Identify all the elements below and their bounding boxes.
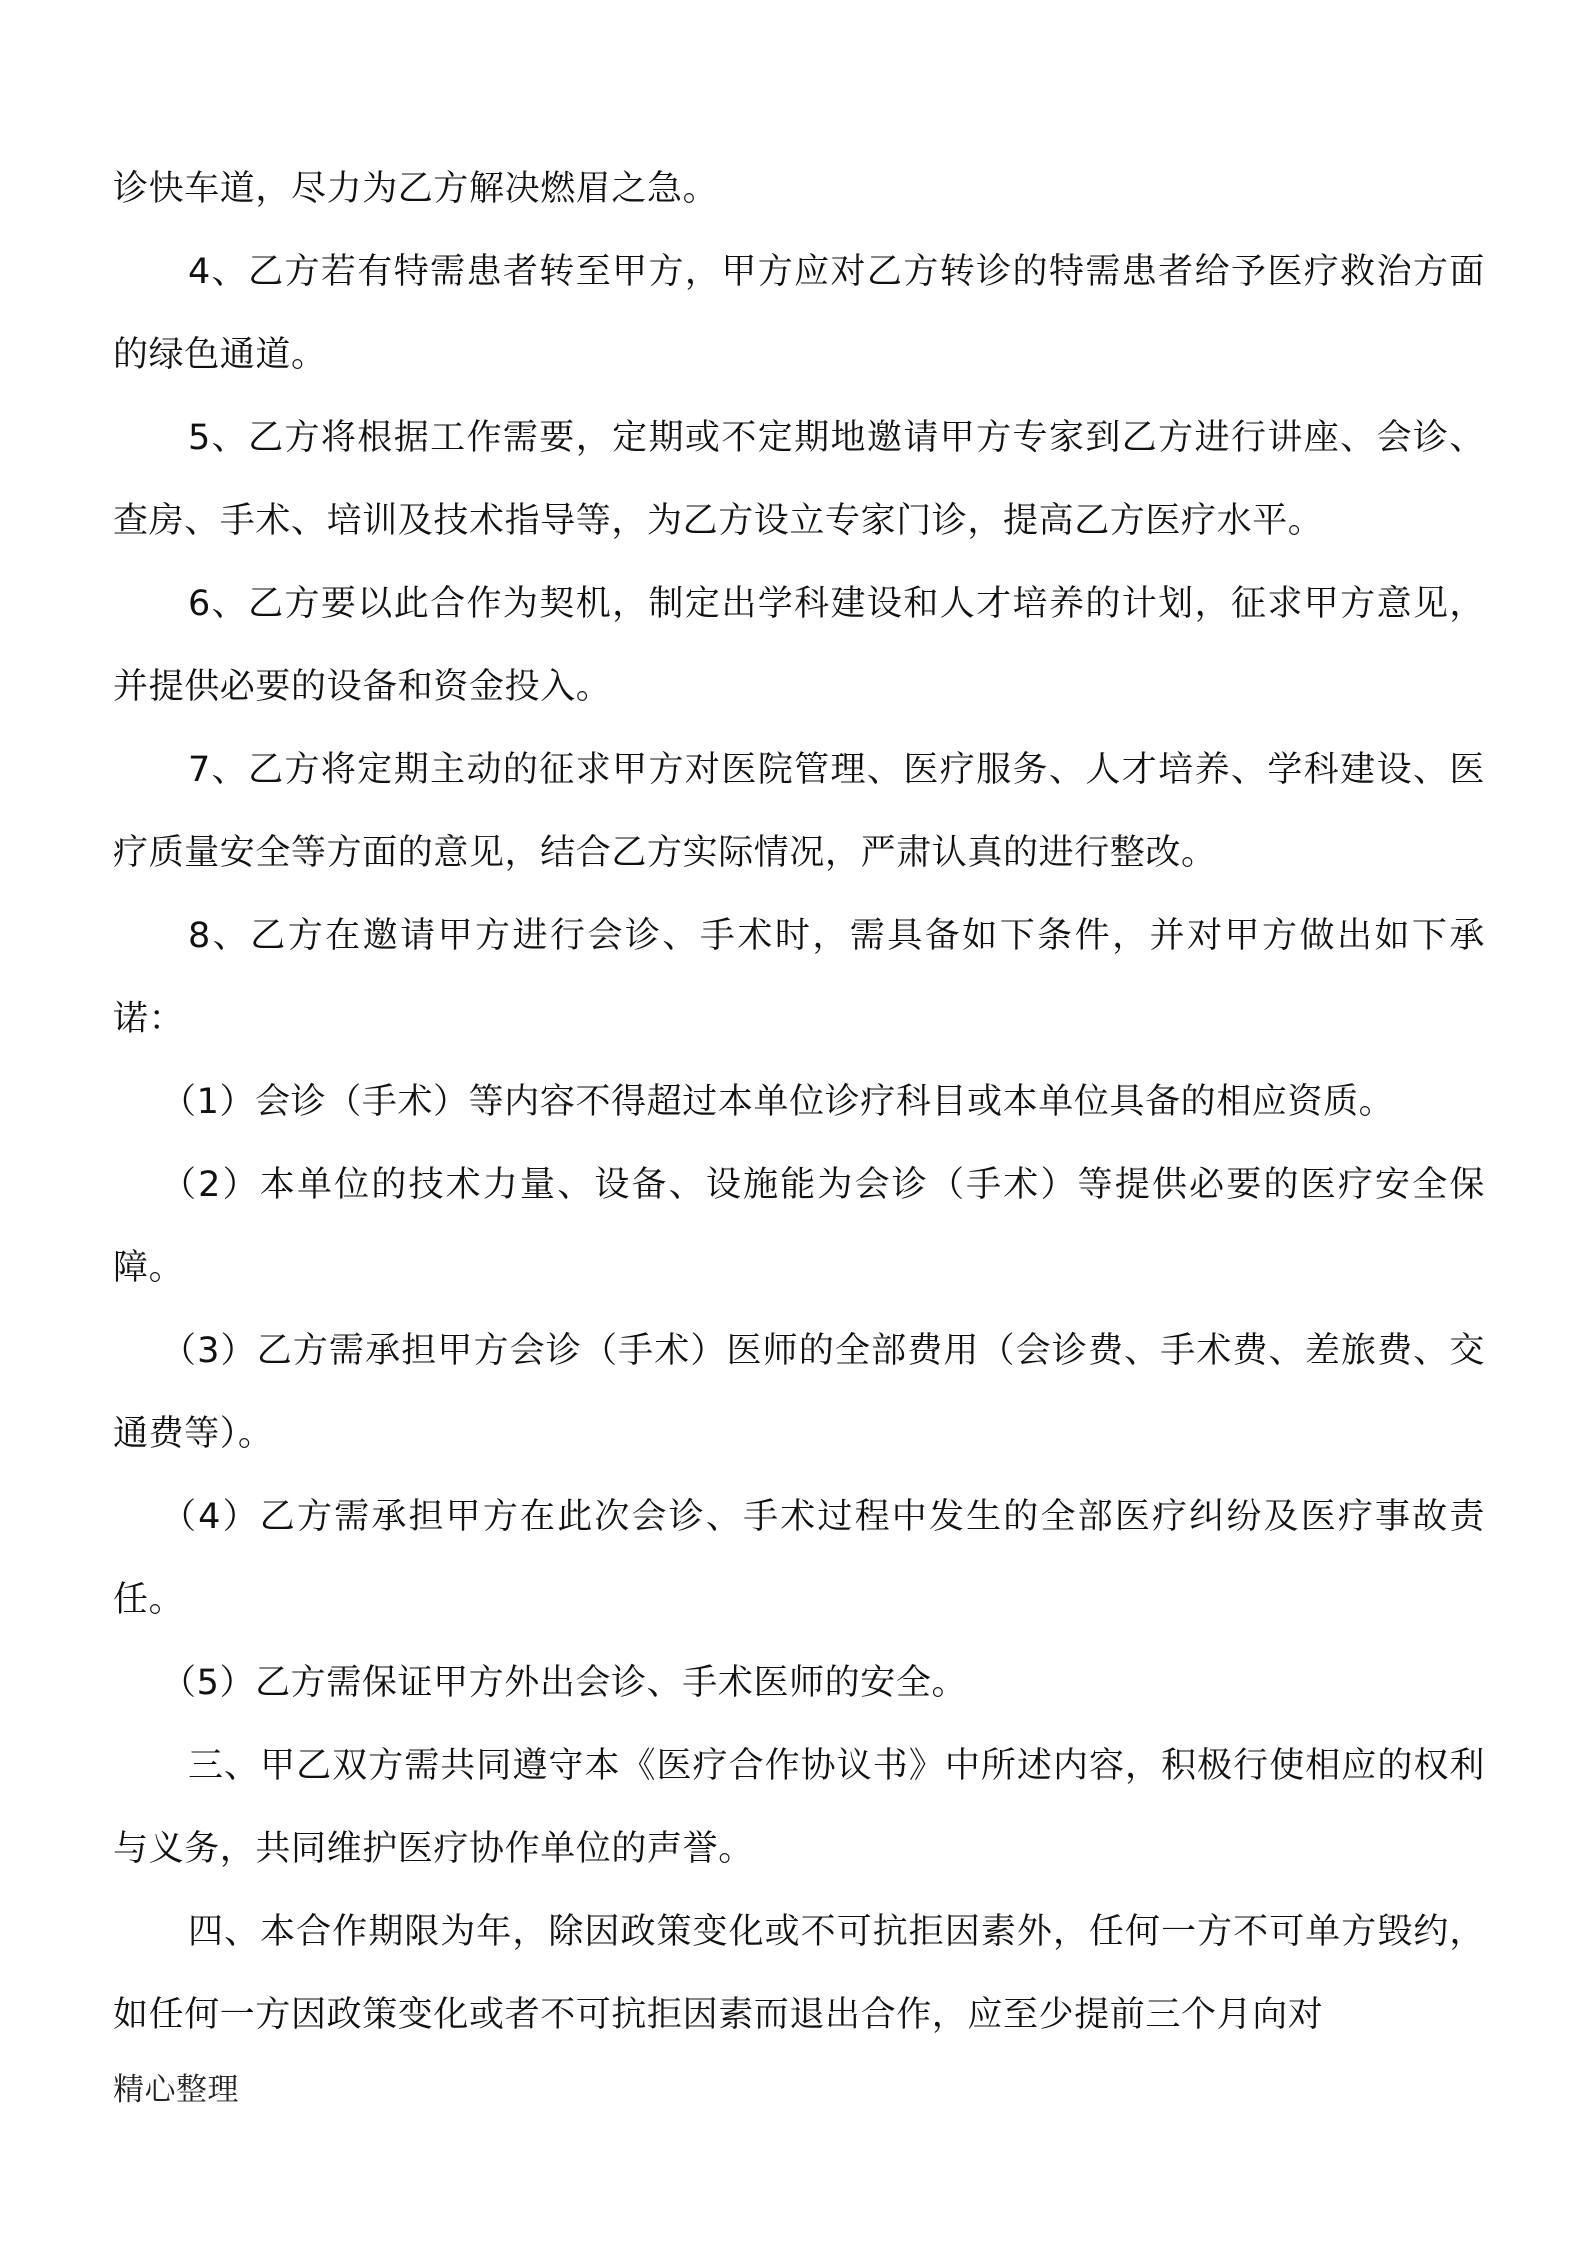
paragraph-section-4: 四、本合作期限为年，除因政策变化或不可抗拒因素外，任何一方不可单方毁约，如任何一方因政策变化或者不可抗拒因素而退出合作，应至少提前三个月向对 [113, 1912, 1485, 2035]
paragraph-continuation: 诊快车道，尽力为乙方解决燃眉之急。 [113, 169, 719, 209]
paragraph-condition-3: （3）乙方需承担甲方会诊（手术）医师的全部费用（会诊费、手术费、差旅费、交通费等）。 [113, 1331, 1485, 1454]
paragraph-section-3: 三、甲乙双方需共同遵守本《医疗合作协议书》中所述内容，积极行使相应的权利与义务，共同维护医疗协作单位的声誉。 [113, 1746, 1485, 1869]
paragraph-item-8: 8、乙方在邀请甲方进行会诊、手术时，需具备如下条件，并对甲方做出如下承诺： [113, 916, 1485, 1039]
footer-note: 精心整理 [113, 2072, 239, 2108]
paragraph-item-5: 5、乙方将根据工作需要，定期或不定期地邀请甲方专家到乙方进行讲座、会诊、查房、手术、培训及技术指导等，为乙方设立专家门诊，提高乙方医疗水平。 [113, 418, 1485, 541]
paragraph-item-7: 7、乙方将定期主动的征求甲方对医院管理、医疗服务、人才培养、学科建设、医疗质量安全等方面的意见，结合乙方实际情况，严肃认真的进行整改。 [113, 750, 1485, 873]
document-body [113, 148, 1485, 2057]
paragraph-condition-5: （5）乙方需保证甲方外出会诊、手术医师的安全。 [161, 1663, 968, 1703]
paragraph-condition-1: （1）会诊（手术）等内容不得超过本单位诊疗科目或本单位具备的相应资质。 [161, 1082, 1395, 1122]
paragraph-condition-2: （2）本单位的技术力量、设备、设施能为会诊（手术）等提供必要的医疗安全保障。 [113, 1165, 1485, 1288]
paragraph-condition-4: （4）乙方需承担甲方在此次会诊、手术过程中发生的全部医疗纠纷及医疗事故责任。 [113, 1497, 1485, 1620]
paragraph-item-4: 4、乙方若有特需患者转至甲方，甲方应对乙方转诊的特需患者给予医疗救治方面的绿色通道。 [113, 252, 1485, 375]
paragraph-item-6: 6、乙方要以此合作为契机，制定出学科建设和人才培养的计划，征求甲方意见，并提供必要的设备和资金投入。 [113, 584, 1485, 707]
